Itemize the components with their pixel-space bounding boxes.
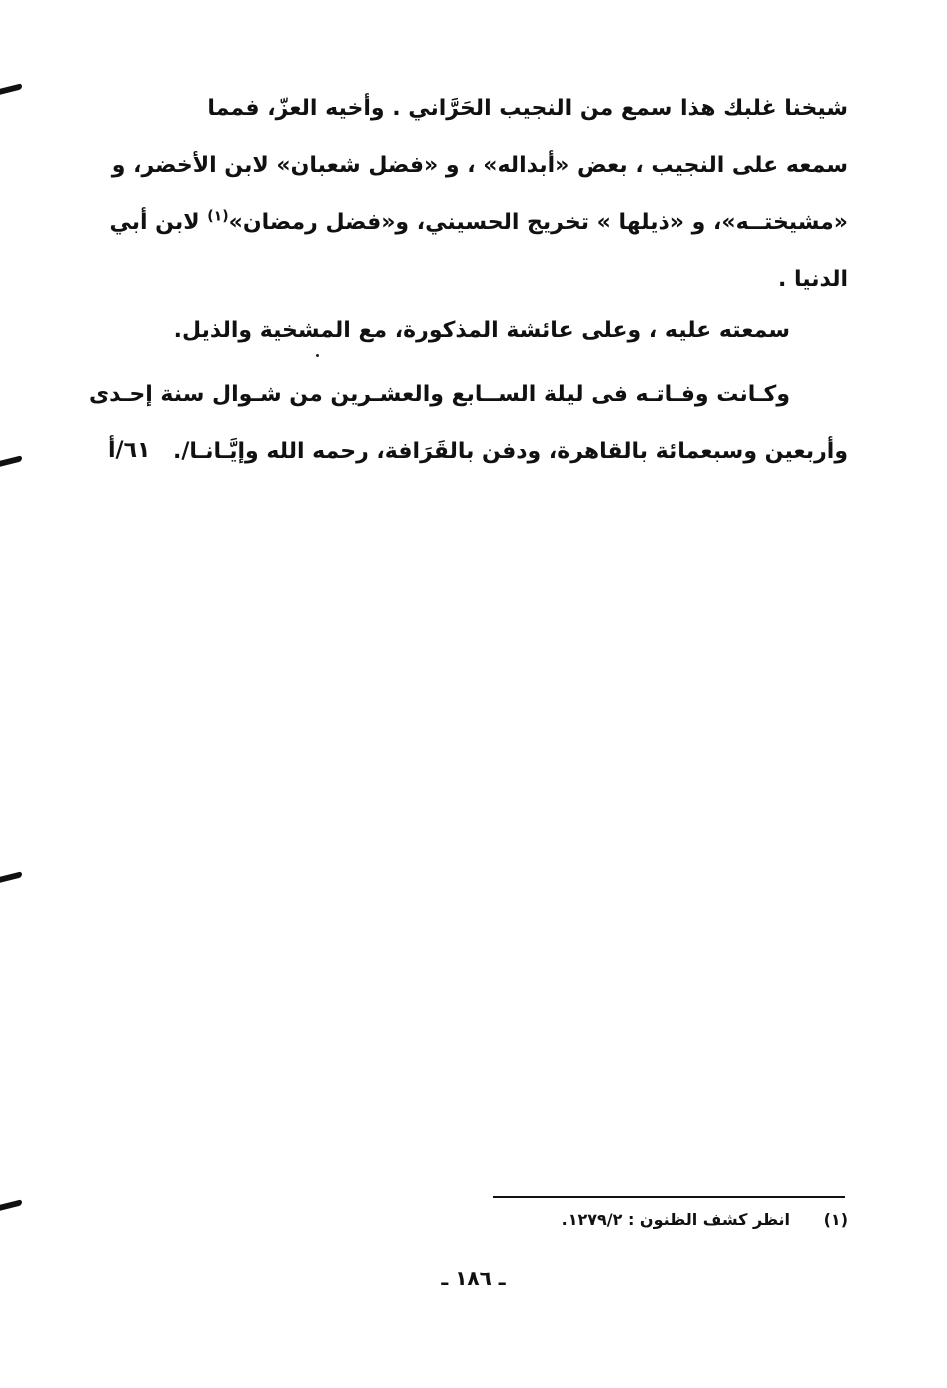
footnote-reference: (١) — [207, 208, 229, 225]
footnote-divider — [493, 1196, 845, 1198]
paragraph-1 — [109, 80, 848, 308]
text-line: وكـانت وفـاتـه فى ليلة الســابع والعشـرين من شـوال سنة إحـدى — [88, 382, 790, 407]
footnote — [500, 1210, 848, 1229]
scan-edge-mark — [0, 455, 22, 466]
text-line: وأربعين وسبعمائة بالقاهرة، ودفن بالقَرَافة، رحمه الله وإيَّـانـا/. — [173, 439, 848, 464]
text-segment: لابن أبي — [109, 210, 208, 235]
text-line: شيخنا غلبك هذا سمع من النجيب الحَرَّاني . وأخيه العزّ، فمما — [207, 96, 848, 121]
text-segment: «مشيختــه»، و «ذيلها » تخريج الحسيني، و«فضل رمضان» — [228, 210, 848, 235]
text-line: سمعته عليه ، وعلى عائشة المذكورة، مع المشخية والذيل. — [173, 318, 790, 343]
scan-edge-mark — [0, 1199, 22, 1210]
text-line — [109, 194, 848, 251]
paragraph-2 — [173, 302, 848, 359]
footnote-text: انظر كشف الظنون : ١٢٧٩/٢. — [561, 1210, 791, 1229]
scan-edge-mark — [0, 83, 22, 94]
scan-edge-mark — [0, 871, 22, 882]
manuscript-folio-reference: ٦١/أ — [108, 438, 151, 463]
page-number: ـ ١٨٦ ـ — [441, 1266, 506, 1290]
footnote-number: (١) — [823, 1210, 848, 1229]
text-line: الدنيا . — [777, 267, 848, 292]
text-line: سمعه على النجيب ، بعض «أبداله» ، و «فضل شعبان» لابن الأخضر، و — [111, 153, 848, 178]
